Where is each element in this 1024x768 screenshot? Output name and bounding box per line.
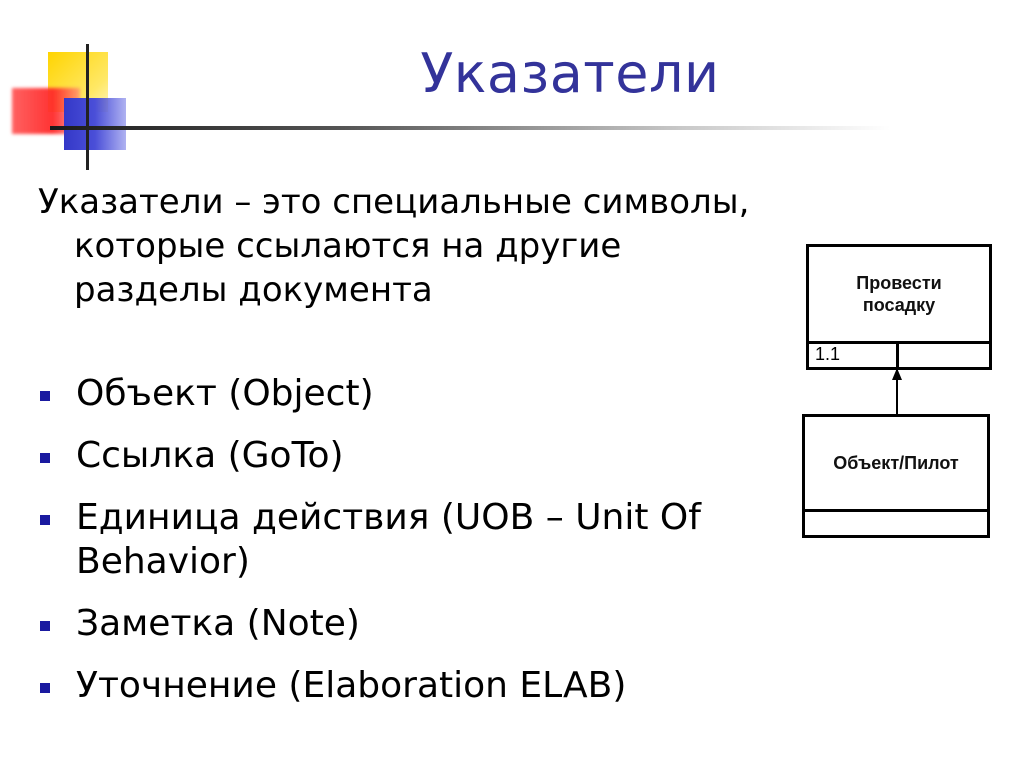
bullet-list — [38, 372, 738, 726]
bullet-text: Уточнение (Elaboration ELAB) — [76, 665, 627, 706]
uob-box-number-cell — [809, 341, 899, 367]
bullet-text: Единица действия (UOB – Unit Of Behavior) — [76, 497, 701, 582]
idef3-diagram — [800, 242, 996, 542]
uob-box — [806, 244, 992, 370]
object-pointer-name-cell — [805, 417, 987, 512]
bullet-item-note — [38, 602, 738, 646]
slide-title: Указатели — [420, 42, 720, 105]
bullet-text: Заметка (Note) — [76, 603, 360, 644]
uob-box-number: 1.1 — [815, 344, 841, 364]
bullet-item-uob — [38, 496, 738, 584]
bullet-square-icon — [40, 391, 50, 401]
bullet-item-goto — [38, 434, 738, 478]
decorative-blue-square — [64, 98, 126, 150]
object-pointer-box — [802, 414, 990, 538]
bullet-text: Объект (Object) — [76, 373, 374, 414]
bullet-square-icon — [40, 621, 50, 631]
bullet-square-icon — [40, 453, 50, 463]
bullet-item-object — [38, 372, 738, 416]
bullet-square-icon — [40, 683, 50, 693]
arrowhead-icon — [892, 368, 902, 380]
uob-box-name-cell — [809, 247, 989, 344]
intro-text: Указатели – это специальные символы, которые ссылаются на другие разделы документа — [38, 182, 750, 310]
uob-box-label: Провести посадку — [856, 273, 942, 315]
bullet-item-elab — [38, 664, 738, 708]
decorative-vertical-line — [86, 44, 89, 170]
bullet-text: Ссылка (GoTo) — [76, 435, 344, 476]
title-underline — [50, 126, 890, 130]
object-pointer-label: Объект/Пилот — [833, 453, 959, 473]
bullet-square-icon — [40, 515, 50, 525]
